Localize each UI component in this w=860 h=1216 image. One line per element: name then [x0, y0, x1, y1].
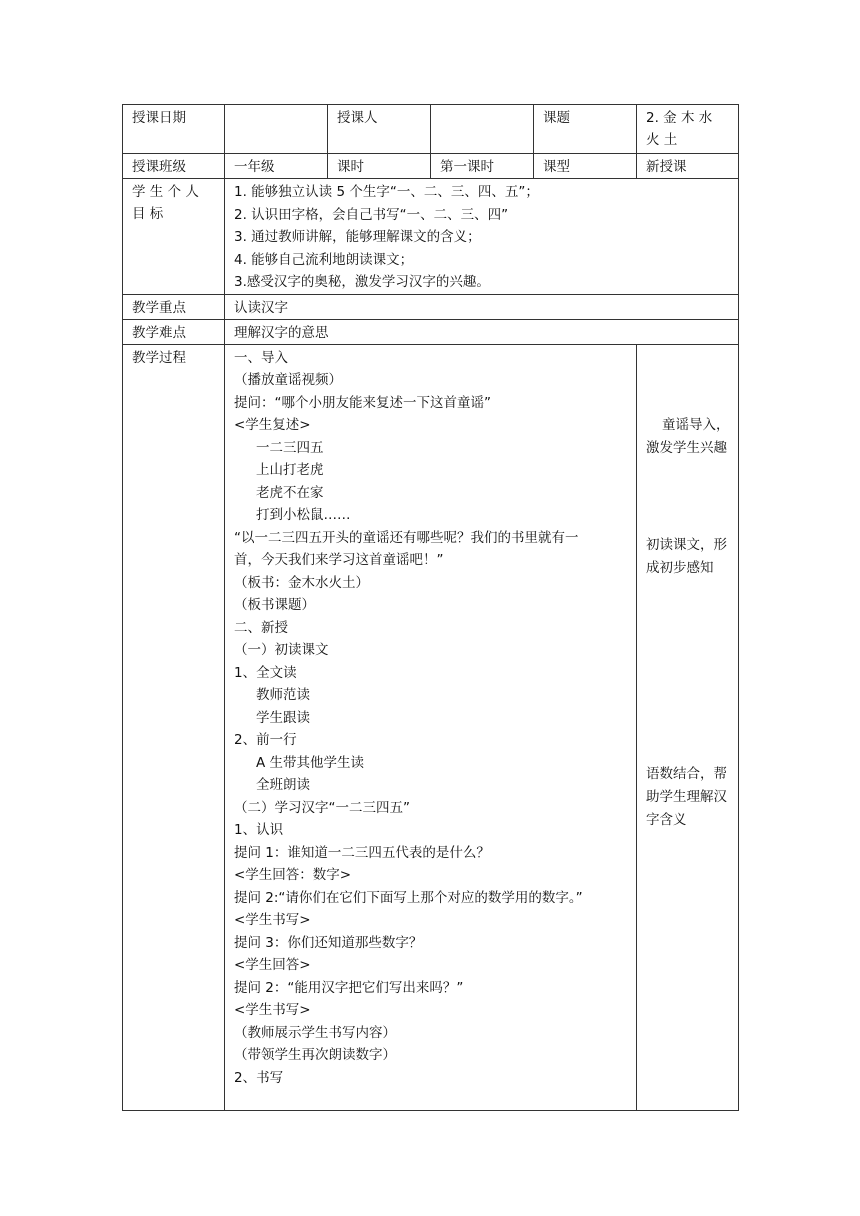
topic-label: 课题 [534, 105, 637, 154]
process-line: 1、认识 [234, 822, 284, 838]
process-line: 学生跟读 [256, 709, 310, 726]
process-line: 提问 2:“请你们在它们下面写上那个对应的数学用的数字。” [234, 889, 583, 906]
process-line: 全班朗读 [256, 777, 310, 793]
process-line: 提问 2：“能用汉字把它们写出来吗？” [234, 979, 464, 996]
difficulty-label: 教学难点 [123, 319, 225, 344]
process-line: （教师展示学生书写内容） [234, 1024, 396, 1041]
goal-item: 3. 通过教师讲解，能够理解课文的含义； [234, 229, 481, 245]
header-row [123, 105, 739, 154]
lesson-plan-table [122, 104, 739, 1111]
process-line: 提问：“哪个小朋友能来复述一下这首童谣” [234, 394, 491, 411]
date-label: 授课日期 [123, 105, 225, 154]
process-line: 提问 3：你们还知道那些数字？ [234, 934, 423, 951]
process-line: 一二三四五 [256, 439, 324, 456]
note-math-language: 语数结合，帮助学生理解汉字含义 [646, 765, 727, 828]
process-line: 老虎不在家 [256, 484, 324, 501]
goal-item: 2. 认识田字格，会自己书写“一、二、三、四” [234, 206, 509, 223]
process-line: 首，今天我们来学习这首童谣吧！” [234, 552, 444, 568]
difficulty-row [123, 319, 739, 344]
period-value: 第一课时 [431, 154, 534, 179]
process-line: 上山打老虎 [256, 462, 324, 478]
key-point-value: 认读汉字 [225, 294, 739, 319]
goal-item: 1. 能够独立认读 5 个生字“一、二、三、四、五”； [234, 184, 539, 200]
process-line: 打到小松鼠…… [256, 507, 351, 523]
process-line: 二、新授 [234, 619, 288, 636]
period-label: 课时 [328, 154, 431, 179]
process-line: 1、全文读 [234, 664, 297, 681]
class-label: 授课班级 [123, 154, 225, 179]
process-line: 一、导入 [234, 349, 288, 366]
process-notes [637, 344, 739, 1110]
key-point-label: 教学重点 [123, 294, 225, 319]
process-line: A 生带其他学生读 [256, 754, 365, 771]
process-line: 提问 1：谁知道一二三四五代表的是什么？ [234, 844, 490, 861]
process-line: 教师范读 [256, 687, 310, 703]
teacher-value [431, 105, 534, 154]
process-line: “以一二三四五开头的童谣还有哪些呢？我们的书里就有一 [234, 529, 579, 546]
class-value: 一年级 [225, 154, 328, 179]
process-line: 2、前一行 [234, 732, 297, 748]
process-line: 2、书写 [234, 1069, 284, 1086]
goals-label: 学 生 个 人 目 标 [123, 179, 225, 295]
process-content [225, 344, 637, 1110]
process-line: （播放童谣视频） [234, 372, 342, 388]
goal-item: 3.感受汉字的奥秘，激发学习汉字的兴趣。 [234, 274, 490, 290]
teacher-label: 授课人 [328, 105, 431, 154]
process-line: <学生回答：数字> [234, 867, 352, 883]
key-point-row [123, 294, 739, 319]
goal-item: 4. 能够自己流利地朗读课文； [234, 251, 414, 268]
process-line: （一）初读课文 [234, 642, 329, 658]
goals-list [225, 179, 739, 295]
process-line: <学生复述> [234, 417, 311, 433]
type-value: 新授课 [637, 154, 739, 179]
process-label: 教学过程 [123, 344, 225, 1110]
topic-value: 2. 金 木 水 火 土 [637, 105, 739, 154]
process-line: （带领学生再次朗读数字） [234, 1047, 396, 1063]
process-line: <学生回答> [234, 957, 311, 973]
process-line: <学生书写> [234, 912, 311, 928]
process-row [123, 344, 739, 1110]
date-value [225, 105, 328, 154]
class-row [123, 154, 739, 179]
difficulty-value: 理解汉字的意思 [225, 319, 739, 344]
type-label: 课型 [534, 154, 637, 179]
process-line: （板书：金木水火土） [234, 574, 369, 591]
note-first-reading: 初读课文，形成初步感知 [646, 536, 727, 576]
process-line: （板书课题） [234, 597, 315, 613]
goals-row [123, 179, 739, 295]
note-intro: 童谣导入，激发学生兴趣 [646, 416, 730, 456]
process-line: <学生书写> [234, 1002, 311, 1018]
process-line: （二）学习汉字“一二三四五” [234, 799, 410, 816]
